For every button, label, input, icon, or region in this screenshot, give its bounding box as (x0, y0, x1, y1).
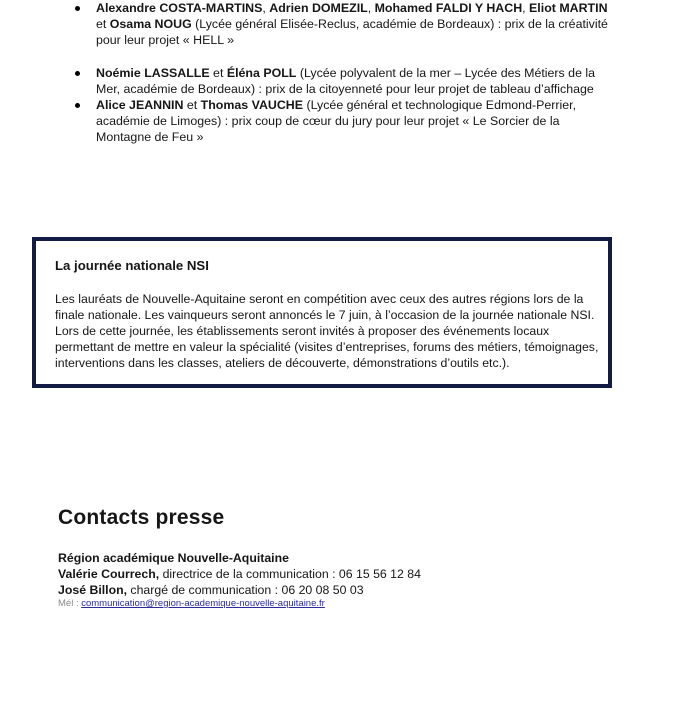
laureates-list (72, 0, 612, 145)
laureate-text-0 (96, 1, 608, 47)
contact-1-name: Valérie Courrech, (58, 567, 160, 581)
contact-1-role: directrice de la communication : 06 15 56 12 84 (159, 567, 421, 581)
laureate-detail: , (522, 1, 530, 15)
bullet-icon (75, 6, 80, 11)
laureate-name: Noémie LASSALLE (96, 66, 210, 80)
bullet-icon (75, 103, 80, 108)
laureate-item-2 (72, 97, 612, 145)
laureate-text-1 (96, 66, 595, 96)
laureate-name: Alexandre COSTA-MARTINS (96, 1, 263, 15)
nsi-day-box (32, 237, 612, 388)
contact-2-name: José Billon, (58, 583, 128, 597)
laureate-name: Osama NOUG (109, 17, 192, 31)
laureate-name: Adrien DOMEZIL (269, 1, 368, 15)
laureate-detail: et (96, 17, 110, 31)
laureate-name: Eliot MARTIN (529, 1, 608, 15)
laureate-detail: (Lycée général Elisée-Reclus, académie de Bordeaux) : prix de la créativité pour leur projet « HELL » (96, 17, 608, 47)
laureate-detail: et (209, 66, 227, 80)
laureate-detail: (Lycée polyvalent de la mer – Lycée des Métiers de la Mer, académie de Bordeaux) : prix de la citoyenneté pour leur projet de tableau d’affichage (96, 66, 596, 96)
mail-label: Mél : (58, 598, 82, 609)
bullet-icon (75, 71, 80, 76)
contacts-block (58, 550, 421, 610)
laureate-text-2 (96, 98, 576, 144)
contacts-title: Contacts presse (58, 506, 225, 529)
laureate-name: Éléna POLL (226, 66, 297, 80)
laureate-name: Thomas VAUCHE (200, 98, 304, 112)
contacts-org: Région académique Nouvelle-Aquitaine (58, 551, 289, 565)
laureate-detail: et (183, 98, 201, 112)
laureate-name: Alice JEANNIN (96, 98, 184, 112)
mail-link[interactable]: communication@region-academique-nouvelle-aquitaine.fr (81, 598, 325, 609)
laureate-name: Mohamed FALDI Y HACH (374, 1, 523, 15)
laureate-item-0 (72, 0, 612, 48)
laureate-detail: (Lycée général et technologique Edmond-Perrier, académie de Limoges) : prix coup de cœur du jury pour leur projet « Le Sorcier de la Montagne de Feu » (96, 98, 577, 144)
box-title: La journée nationale NSI (55, 258, 209, 273)
box-text: Les lauréats de Nouvelle-Aquitaine seront en compétition avec ceux des autres régions lors de la finale nationale. Les vainqueurs seront annoncés le 7 juin, à l’occasion de la journée nationale NSI. Lors de cette journée, les établissements seront invités à proposer des événements locaux permettant de mettre en valeur la spécialité (visites d’entreprises, forums des métiers, témoignages, interventions dans les classes, ateliers de découverte, démonstrations d’outils etc.). (55, 292, 599, 370)
laureate-detail: , (367, 1, 375, 15)
contact-2-role: chargé de communication : 06 20 08 50 03 (127, 583, 364, 597)
laureate-item-1 (72, 65, 612, 97)
laureate-detail: , (262, 1, 270, 15)
